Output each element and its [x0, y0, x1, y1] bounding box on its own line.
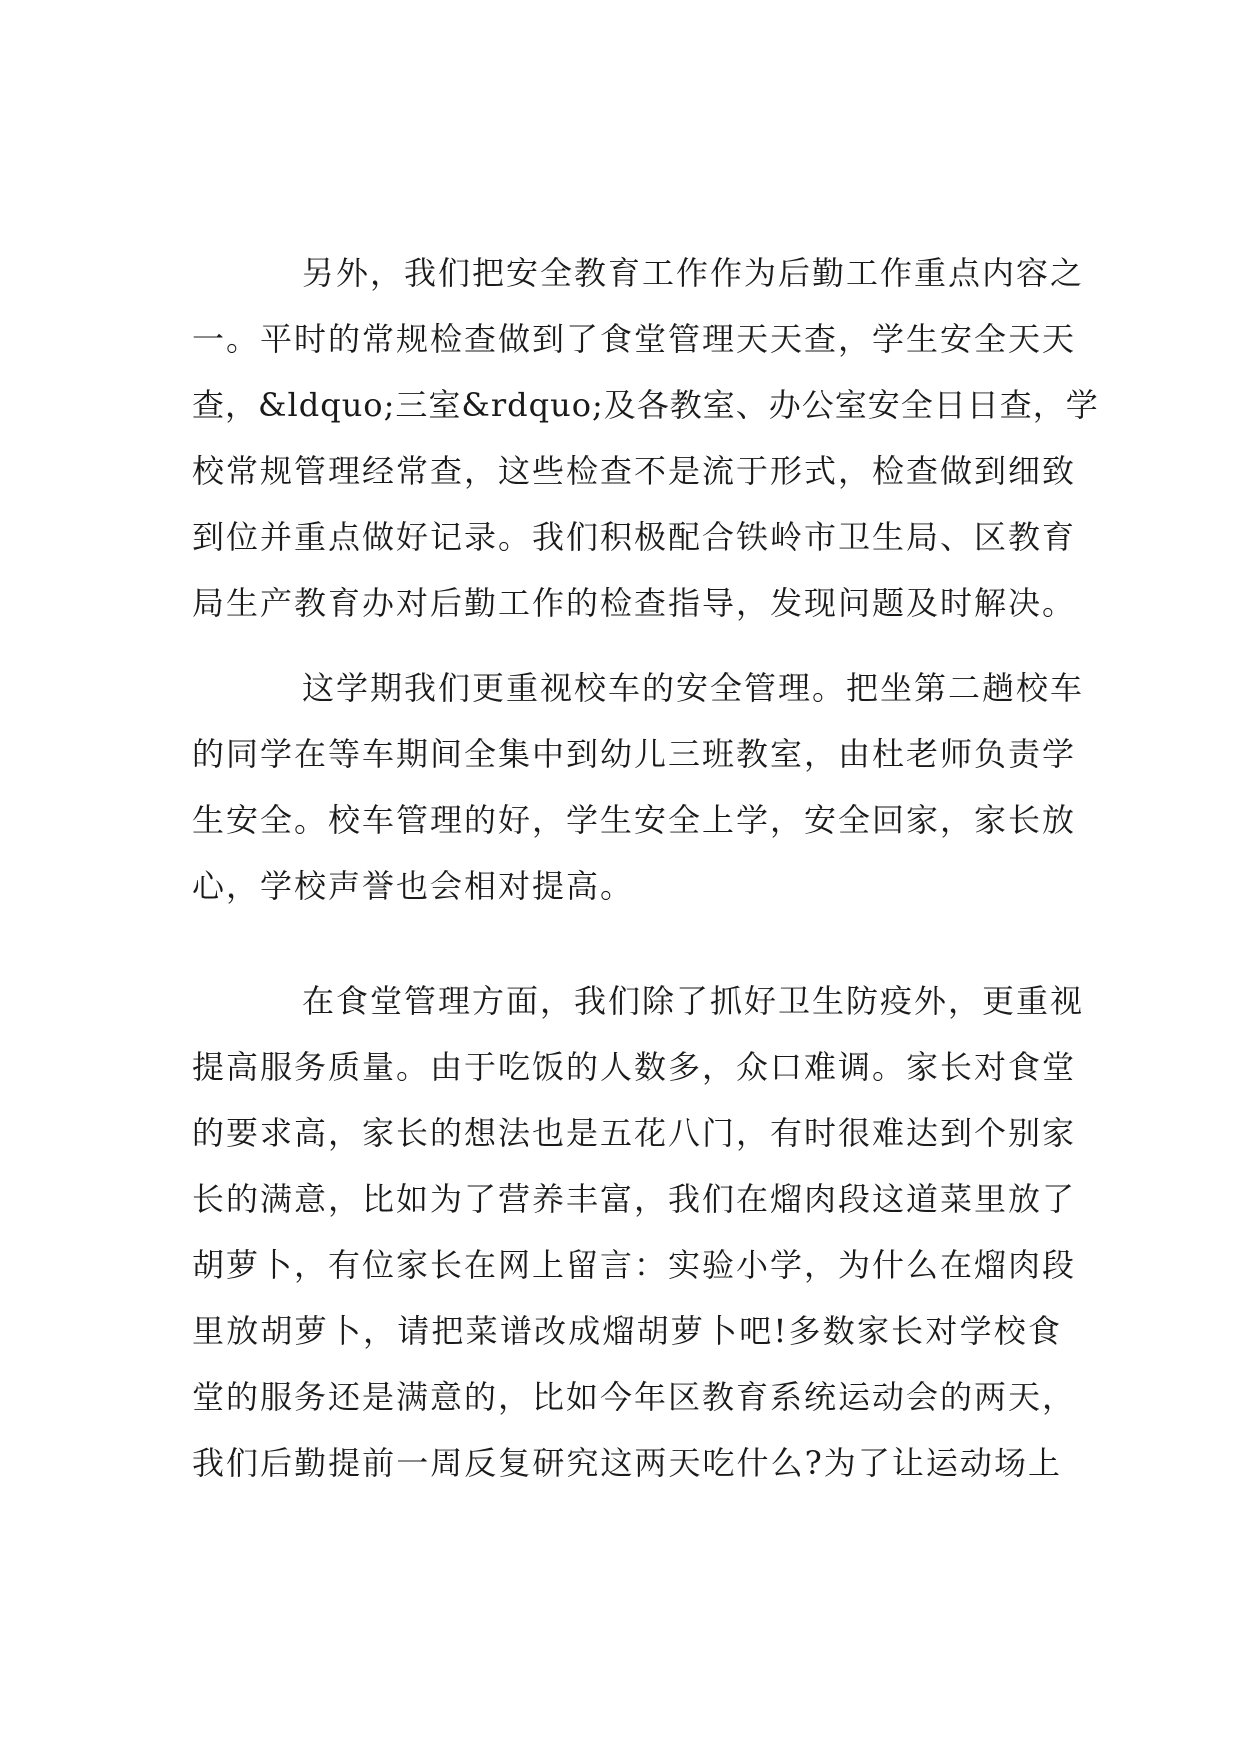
text-line: 在食堂管理方面，我们除了抓好卫生防疫外，更重视 [302, 982, 1085, 1020]
text-line: 查，&ldquo;三室&rdquo;及各教室、办公室安全日日查，学 [192, 386, 1099, 424]
paragraph-canteen [192, 968, 1085, 1496]
text-line: 另外，我们把安全教育工作作为后勤工作重点内容之 [302, 254, 1085, 292]
text-line: 局生产教育办对后勤工作的检查指导，发现问题及时解决。 [192, 584, 1077, 622]
text-line: 的同学在等车期间全集中到幼儿三班教室，由杜老师负责学 [192, 735, 1077, 773]
text-line: 到位并重点做好记录。我们积极配合铁岭市卫生局、区教育 [192, 518, 1077, 556]
text-line: 里放胡萝卜，请把菜谱改成熘胡萝卜吧!多数家长对学校食 [192, 1312, 1062, 1350]
text-line: 长的满意，比如为了营养丰富，我们在熘肉段这道菜里放了 [192, 1180, 1077, 1218]
text-line: 生安全。校车管理的好，学生安全上学，安全回家，家长放 [192, 801, 1077, 839]
text-line: 我们后勤提前一周反复研究这两天吃什么?为了让运动场上 [192, 1444, 1062, 1482]
text-line: 胡萝卜，有位家长在网上留言：实验小学，为什么在熘肉段 [192, 1246, 1077, 1284]
text-line: 这学期我们更重视校车的安全管理。把坐第二趟校车 [302, 669, 1085, 707]
text-line: 提高服务质量。由于吃饭的人数多，众口难调。家长对食堂 [192, 1048, 1077, 1086]
paragraph-safety-education [192, 240, 1099, 636]
text-line: 一。平时的常规检查做到了食堂管理天天查，学生安全天天 [192, 320, 1077, 358]
text-line: 心，学校声誉也会相对提高。 [192, 867, 635, 905]
text-line: 校常规管理经常查，这些检查不是流于形式，检查做到细致 [192, 452, 1077, 490]
paragraph-school-bus [192, 655, 1085, 919]
text-line: 堂的服务还是满意的，比如今年区教育系统运动会的两天， [192, 1378, 1077, 1416]
text-line: 的要求高，家长的想法也是五花八门，有时很难达到个别家 [192, 1114, 1077, 1152]
